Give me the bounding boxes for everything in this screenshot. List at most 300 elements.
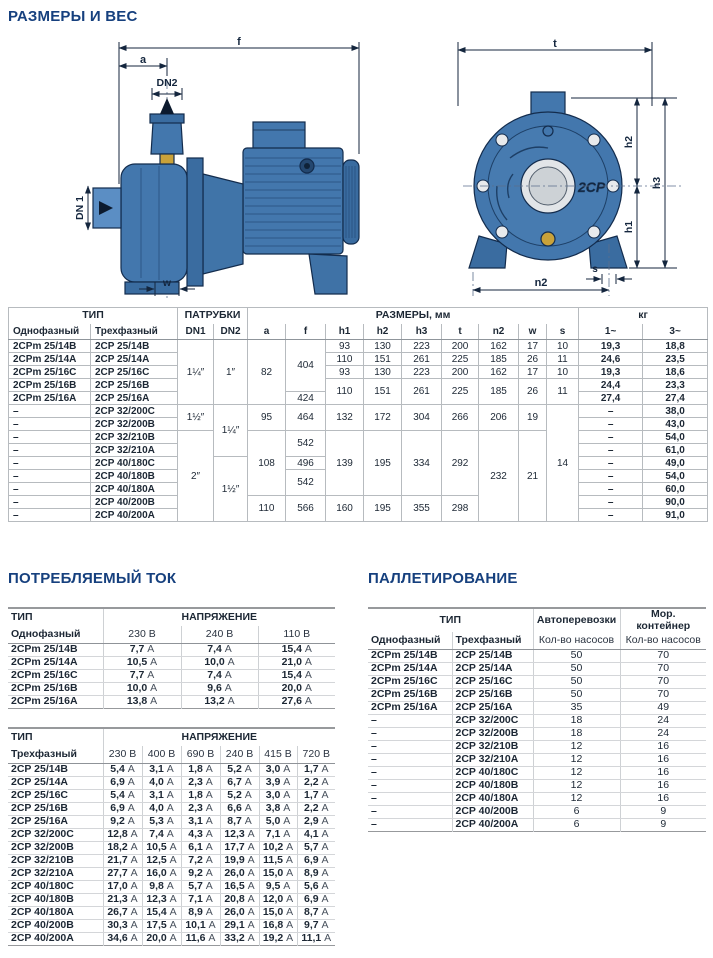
value-cell: 91,0: [643, 509, 708, 522]
value-cell: 5,2 A: [220, 764, 259, 777]
header-ports: ПАТРУБКИ: [178, 308, 248, 325]
header-dim-h2: h2: [364, 324, 402, 340]
terminal-box: [253, 122, 305, 150]
value-cell: 4,0 A: [142, 803, 181, 816]
value-cell: 12,5 A: [142, 855, 181, 868]
header-dim-s: s: [547, 324, 579, 340]
value-cell: –: [579, 405, 643, 418]
header-kg: кг: [579, 308, 708, 325]
header-dim-h3: h3: [402, 324, 442, 340]
value-cell: 5,7 A: [297, 842, 335, 855]
value-cell: 4,3 A: [181, 829, 220, 842]
type-cell: 2CP 25/14B: [452, 650, 533, 663]
value-cell: 15,0 A: [259, 907, 297, 920]
table-row: [8, 842, 335, 855]
value-cell: 10,5 A: [103, 657, 181, 670]
value-cell: 195: [364, 431, 402, 496]
value-cell: 2,9 A: [297, 816, 335, 829]
value-cell: 12: [533, 741, 620, 754]
value-cell: –: [579, 418, 643, 431]
value-cell: 304: [402, 405, 442, 431]
table-row: [368, 715, 706, 728]
type-cell: 2CPm 25/14A: [368, 663, 452, 676]
drain-plug: [541, 232, 555, 246]
value-cell: 15,4 A: [258, 644, 335, 657]
value-cell: 223: [402, 366, 442, 379]
value-cell: 185: [479, 353, 519, 366]
value-cell: 1½″: [214, 457, 248, 522]
dim-label-h1: h1: [623, 220, 635, 234]
dim-label-s: s: [592, 264, 598, 275]
table-row: [8, 920, 335, 933]
palletization-table: [368, 607, 706, 832]
table-row: [368, 663, 706, 676]
value-cell: 1¼″: [214, 405, 248, 457]
value-cell: 93: [326, 366, 364, 379]
header-690v: 690 В: [181, 746, 220, 764]
value-cell: 23,3: [643, 379, 708, 392]
value-cell: 21,3 A: [103, 894, 142, 907]
value-cell: 49: [620, 702, 706, 715]
value-cell: –: [579, 483, 643, 496]
value-cell: 1,8 A: [181, 764, 220, 777]
type-cell: 2CPm 25/16C: [8, 670, 103, 683]
value-cell: 9,8 A: [142, 881, 181, 894]
dimensions-table-body: [9, 340, 708, 522]
value-cell: 19,9 A: [220, 855, 259, 868]
type-cell: 2CP 40/180B: [452, 780, 533, 793]
value-cell: 16: [620, 741, 706, 754]
value-cell: 298: [442, 496, 479, 522]
type-cell: 2CP 32/210B: [452, 741, 533, 754]
table-row: [9, 496, 708, 509]
value-cell: –: [579, 444, 643, 457]
table-row: [8, 790, 335, 803]
value-cell: 195: [364, 496, 402, 522]
value-cell: 33,2 A: [220, 933, 259, 946]
type-cell: 2CP 32/210A: [452, 754, 533, 767]
value-cell: 162: [479, 340, 519, 353]
dim-label-h3: h3: [651, 176, 663, 190]
dim-label-w: w: [162, 277, 172, 289]
table-row: [8, 803, 335, 816]
type-cell: –: [9, 405, 91, 418]
value-cell: –: [579, 496, 643, 509]
discharge-neck: [151, 122, 183, 154]
type-cell: 2CPm 25/16B: [9, 379, 91, 392]
pump-side-drawing: [55, 36, 395, 300]
header-road-transport: Автоперевозки: [533, 608, 620, 632]
value-cell: 11,1 A: [297, 933, 335, 946]
type-cell: –: [368, 715, 452, 728]
value-cell: 43,0: [643, 418, 708, 431]
value-cell: 7,7 A: [103, 644, 181, 657]
value-cell: 7,4 A: [142, 829, 181, 842]
value-cell: 26,7 A: [103, 907, 142, 920]
header-dn1: DN1: [178, 324, 214, 340]
value-cell: 19,3: [579, 340, 643, 353]
type-cell: 2CP 32/210B: [8, 855, 103, 868]
volute-casing: [121, 164, 187, 282]
value-cell: 20,0 A: [258, 683, 335, 696]
value-cell: 38,0: [643, 405, 708, 418]
value-cell: 17,0 A: [103, 881, 142, 894]
value-cell: 70: [620, 676, 706, 689]
value-cell: 12: [533, 780, 620, 793]
backplate: [187, 158, 203, 286]
header-240v: 240 В: [181, 626, 258, 644]
value-cell: 1½″: [178, 405, 214, 431]
value-cell: 10,1 A: [181, 920, 220, 933]
value-cell: 10: [547, 340, 579, 353]
header-voltage: НАПРЯЖЕНИЕ: [103, 728, 335, 746]
header-dim-n2: n2: [479, 324, 519, 340]
value-cell: 82: [248, 340, 286, 405]
value-cell: 18,6: [643, 366, 708, 379]
header-dim-t: t: [442, 324, 479, 340]
value-cell: 16: [620, 754, 706, 767]
value-cell: 90,0: [643, 496, 708, 509]
type-cell: 2CPm 25/14B: [368, 650, 452, 663]
value-cell: 6,9 A: [297, 894, 335, 907]
value-cell: 26: [519, 379, 547, 405]
value-cell: 21: [519, 431, 547, 522]
value-cell: 26,0 A: [220, 868, 259, 881]
value-cell: 2,2 A: [297, 803, 335, 816]
value-cell: 27,6 A: [258, 696, 335, 709]
value-cell: 10,0 A: [181, 657, 258, 670]
header-single-phase: Однофазный: [8, 626, 103, 644]
value-cell: 70: [620, 650, 706, 663]
value-cell: 110: [326, 379, 364, 405]
value-cell: 542: [286, 431, 326, 457]
pump-badge: 2CP: [578, 179, 606, 195]
table-row: [368, 689, 706, 702]
value-cell: 18,8: [643, 340, 708, 353]
type-cell: 2CP 40/200B: [452, 806, 533, 819]
type-cell: 2CPm 25/14A: [9, 353, 91, 366]
type-cell: 2CPm 25/14B: [9, 340, 91, 353]
type-cell: 2CP 40/200B: [8, 920, 103, 933]
value-cell: 27,4: [579, 392, 643, 405]
value-cell: 6,9 A: [103, 777, 142, 790]
table-row: [8, 657, 335, 670]
section-title-dimensions: РАЗМЕРЫ И ВЕС: [8, 8, 138, 25]
value-cell: 54,0: [643, 431, 708, 444]
header-230v: 230 В: [103, 746, 142, 764]
value-cell: 9,5 A: [259, 881, 297, 894]
value-cell: 206: [479, 405, 519, 431]
value-cell: 9,7 A: [297, 920, 335, 933]
value-cell: 2,3 A: [181, 777, 220, 790]
value-cell: 464: [286, 405, 326, 431]
value-cell: 3,1 A: [142, 790, 181, 803]
value-cell: 50: [533, 689, 620, 702]
table-row: [8, 670, 335, 683]
header-kg-3ph: 3~: [643, 324, 708, 340]
type-cell: –: [368, 767, 452, 780]
type-cell: 2CP 25/16B: [452, 689, 533, 702]
table-row: [368, 754, 706, 767]
header-dim-f: f: [286, 324, 326, 340]
value-cell: 7,2 A: [181, 855, 220, 868]
value-cell: 261: [402, 379, 442, 405]
value-cell: 3,0 A: [259, 764, 297, 777]
value-cell: 26,0 A: [220, 907, 259, 920]
three-phase-current-table: [8, 727, 335, 946]
value-cell: 542: [286, 470, 326, 496]
value-cell: 225: [442, 379, 479, 405]
type-cell: 2CPm 25/16A: [368, 702, 452, 715]
type-cell: 2CP 25/16A: [452, 702, 533, 715]
value-cell: 3,0 A: [259, 790, 297, 803]
palletization-section: [368, 570, 706, 832]
value-cell: 21,0 A: [258, 657, 335, 670]
value-cell: 93: [326, 340, 364, 353]
section-title-current: ПОТРЕБЛЯЕМЫЙ ТОК: [8, 570, 177, 587]
value-cell: 5,7 A: [181, 881, 220, 894]
pump-body-group: [93, 114, 359, 294]
value-cell: 24,4: [579, 379, 643, 392]
value-cell: 8,7 A: [220, 816, 259, 829]
value-cell: 61,0: [643, 444, 708, 457]
type-cell: –: [368, 806, 452, 819]
value-cell: 26: [519, 353, 547, 366]
value-cell: 162: [479, 366, 519, 379]
value-cell: 185: [479, 379, 519, 405]
value-cell: 9,6 A: [181, 683, 258, 696]
dimensions-table: [8, 307, 708, 522]
table-row: [368, 806, 706, 819]
value-cell: 18: [533, 728, 620, 741]
value-cell: 16: [620, 780, 706, 793]
header-400v: 400 В: [142, 746, 181, 764]
value-cell: 200: [442, 366, 479, 379]
type-cell: –: [9, 509, 91, 522]
type-cell: –: [9, 431, 91, 444]
value-cell: 6,6 A: [220, 803, 259, 816]
value-cell: 8,7 A: [297, 907, 335, 920]
value-cell: 172: [364, 405, 402, 431]
header-dn2: DN2: [214, 324, 248, 340]
value-cell: 13,8 A: [103, 696, 181, 709]
type-cell: 2CP 32/210A: [91, 444, 178, 457]
type-cell: 2CP 40/180A: [8, 907, 103, 920]
pump-front-drawing: [425, 36, 695, 300]
type-cell: 2CPm 25/14A: [8, 657, 103, 670]
table-row: [8, 868, 335, 881]
value-cell: 17: [519, 340, 547, 353]
single-phase-current-body: [8, 644, 335, 709]
type-cell: 2CP 40/180B: [91, 470, 178, 483]
table-row: [8, 764, 335, 777]
value-cell: 266: [442, 405, 479, 431]
header-720v: 720 В: [297, 746, 335, 764]
value-cell: 16,5 A: [220, 881, 259, 894]
value-cell: 2,3 A: [181, 803, 220, 816]
value-cell: 12: [533, 767, 620, 780]
type-cell: –: [9, 470, 91, 483]
value-cell: 7,7 A: [103, 670, 181, 683]
header-dim-h1: h1: [326, 324, 364, 340]
value-cell: 70: [620, 663, 706, 676]
value-cell: 12,3 A: [142, 894, 181, 907]
table-row: [368, 676, 706, 689]
discharge-flange: [150, 114, 184, 123]
value-cell: 12,8 A: [103, 829, 142, 842]
table-row: [9, 431, 708, 444]
table-row: [8, 683, 335, 696]
value-cell: 50: [533, 650, 620, 663]
value-cell: 334: [402, 431, 442, 496]
value-cell: 13,2 A: [181, 696, 258, 709]
value-cell: 11: [547, 379, 579, 405]
value-cell: 3,1 A: [181, 816, 220, 829]
value-cell: 6,9 A: [297, 855, 335, 868]
type-cell: 2CP 32/200C: [452, 715, 533, 728]
type-cell: 2CPm 25/16C: [368, 676, 452, 689]
dim-label-a: a: [139, 54, 147, 66]
type-cell: 2CP 40/180C: [91, 457, 178, 470]
type-cell: –: [9, 496, 91, 509]
value-cell: 1¼″: [178, 340, 214, 405]
type-cell: 2CP 40/200A: [452, 819, 533, 832]
value-cell: 10,2 A: [259, 842, 297, 855]
type-cell: 2CP 32/200B: [8, 842, 103, 855]
value-cell: 6,9 A: [103, 803, 142, 816]
value-cell: 27,4: [643, 392, 708, 405]
header-240v: 240 В: [220, 746, 259, 764]
table-row: [9, 340, 708, 353]
table-row: [9, 379, 708, 392]
value-cell: 23,5: [643, 353, 708, 366]
type-cell: 2CP 25/16C: [91, 366, 178, 379]
value-cell: 3,9 A: [259, 777, 297, 790]
value-cell: 130: [364, 340, 402, 353]
value-cell: 10: [547, 366, 579, 379]
value-cell: 54,0: [643, 470, 708, 483]
table-row: [8, 894, 335, 907]
type-cell: 2CPm 25/16A: [11, 695, 78, 708]
value-cell: 5,3 A: [142, 816, 181, 829]
value-cell: 24: [620, 728, 706, 741]
type-cell: 2CP 40/180B: [8, 894, 103, 907]
value-cell: 18: [533, 715, 620, 728]
value-cell: 21,7 A: [103, 855, 142, 868]
three-phase-current-body: [8, 764, 335, 946]
value-cell: 424: [286, 392, 326, 405]
dim-label-h2: h2: [623, 135, 635, 149]
value-cell: 12,3 A: [220, 829, 259, 842]
value-cell: 15,0 A: [259, 868, 297, 881]
value-cell: 5,4 A: [103, 790, 142, 803]
value-cell: 5,2 A: [220, 790, 259, 803]
type-cell: 2CP 32/200B: [452, 728, 533, 741]
table-row: [368, 793, 706, 806]
header-three-phase: Трехфазный: [91, 324, 178, 340]
value-cell: 12,0 A: [259, 894, 297, 907]
value-cell: 18,2 A: [103, 842, 142, 855]
fan-cover: [343, 160, 359, 244]
value-cell: 7,4 A: [181, 644, 258, 657]
current-consumption-section: [8, 570, 335, 946]
type-cell: 2CPm 25/16B: [368, 689, 452, 702]
value-cell: 24: [620, 715, 706, 728]
table-row: [8, 777, 335, 790]
type-cell: 2CP 40/180A: [452, 793, 533, 806]
value-cell: 6: [533, 806, 620, 819]
type-cell: 2CP 40/180C: [452, 767, 533, 780]
header-pump-qty-sea: Кол-во насосов: [620, 632, 706, 650]
value-cell: 16: [620, 793, 706, 806]
type-cell: 2CP 32/200C: [8, 829, 103, 842]
value-cell: 5,4 A: [103, 764, 142, 777]
value-cell: 110: [248, 496, 286, 522]
value-cell: 2″: [178, 431, 214, 522]
type-cell: 2CP 40/180A: [91, 483, 178, 496]
value-cell: 19: [519, 405, 547, 431]
table-row: [368, 780, 706, 793]
header-voltage: НАПРЯЖЕНИЕ: [103, 608, 335, 626]
table-row: [368, 728, 706, 741]
header-pump-qty-road: Кол-во насосов: [533, 632, 620, 650]
table-row: [9, 366, 708, 379]
type-cell: 2CP 25/14B: [8, 764, 103, 777]
motor-bracket: [203, 174, 243, 274]
value-cell: 566: [286, 496, 326, 522]
header-three-phase: Трехфазный: [452, 632, 533, 650]
type-cell: –: [368, 780, 452, 793]
header-dim-a: a: [248, 324, 286, 340]
table-row: [368, 819, 706, 832]
value-cell: 11: [547, 353, 579, 366]
value-cell: 20,8 A: [220, 894, 259, 907]
value-cell: 24,6: [579, 353, 643, 366]
value-cell: 6,1 A: [181, 842, 220, 855]
value-cell: 496: [286, 457, 326, 470]
dim-label-f: f: [237, 36, 241, 48]
value-cell: 1″: [214, 340, 248, 405]
dimensions-table-header: [9, 308, 708, 340]
value-cell: 17: [519, 366, 547, 379]
value-cell: 160: [326, 496, 364, 522]
flow-arrow-up: [160, 98, 174, 114]
header-kg-1ph: 1~: [579, 324, 643, 340]
value-cell: 7,1 A: [181, 894, 220, 907]
value-cell: –: [579, 470, 643, 483]
value-cell: 17,7 A: [220, 842, 259, 855]
value-cell: 1,8 A: [181, 790, 220, 803]
value-cell: 261: [402, 353, 442, 366]
value-cell: 16,0 A: [142, 868, 181, 881]
header-type: ТИП: [11, 730, 33, 743]
value-cell: 27,7 A: [103, 868, 142, 881]
value-cell: 132: [326, 405, 364, 431]
value-cell: 15,4 A: [258, 670, 335, 683]
table-row: [8, 881, 335, 894]
type-cell: 2CP 32/200B: [91, 418, 178, 431]
dim-label-dn1: DN 1: [74, 196, 86, 220]
dim-label-t: t: [553, 38, 557, 50]
value-cell: 9: [620, 819, 706, 832]
table-row: [368, 767, 706, 780]
value-cell: 232: [479, 431, 519, 522]
rear-foot: [309, 254, 347, 294]
value-cell: 200: [442, 340, 479, 353]
value-cell: 8,9 A: [297, 868, 335, 881]
value-cell: 50: [533, 663, 620, 676]
header-sea-container: Мор. контейнер: [620, 608, 706, 632]
